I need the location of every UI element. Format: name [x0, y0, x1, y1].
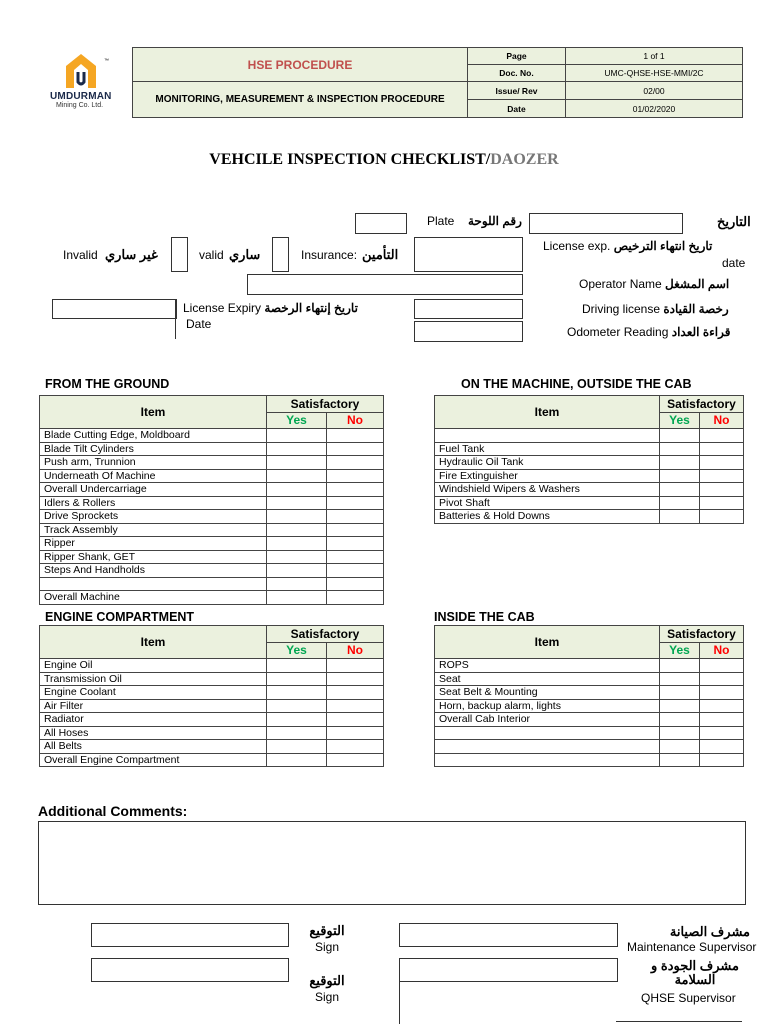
checklist-item-label: Horn, backup alarm, lights [435, 699, 660, 713]
divider [175, 299, 176, 339]
table-row [435, 442, 744, 456]
table-row [40, 699, 384, 713]
checklist-item-label: Track Assembly [40, 523, 267, 537]
satisfactory-column-header: Satisfactory [660, 626, 744, 643]
checklist-item-label: Pivot Shaft [435, 496, 660, 510]
checklist-item-label: Push arm, Trunnion [40, 456, 267, 470]
header-table [132, 47, 743, 118]
checklist-item-label [40, 577, 267, 591]
odometer-label [567, 325, 730, 339]
plate-label-en: Plate [427, 214, 455, 228]
no-check-cell[interactable] [327, 510, 384, 524]
yes-check-cell[interactable] [267, 483, 327, 497]
yes-check-cell[interactable] [267, 726, 327, 740]
no-check-cell[interactable] [327, 456, 384, 470]
valid-label-en: valid [199, 248, 224, 262]
checklist-item-label: Fuel Tank [435, 442, 660, 456]
procedure-title: HSE PROCEDURE [133, 48, 468, 82]
yes-check-cell[interactable] [660, 469, 700, 483]
checklist-item-label: Fire Extinguisher [435, 469, 660, 483]
yes-check-cell[interactable] [267, 753, 327, 767]
yes-column-header: Yes [660, 642, 700, 659]
logo-name: UMDURMAN [50, 91, 112, 102]
title-machine: DAOZER [490, 151, 559, 168]
no-check-cell[interactable] [700, 672, 744, 686]
no-check-cell[interactable] [700, 429, 744, 443]
no-check-cell[interactable] [327, 659, 384, 673]
table-row [40, 591, 384, 605]
table-row [40, 510, 384, 524]
yes-check-cell[interactable] [660, 510, 700, 524]
insurance-label-en: Insurance: [301, 248, 358, 262]
no-check-cell[interactable] [327, 550, 384, 564]
license-exp-ar: تاريخ انتهاء الترخيص [613, 239, 713, 253]
no-check-cell[interactable] [327, 469, 384, 483]
no-column-header: No [700, 412, 744, 429]
maint-signature-field[interactable] [91, 923, 289, 947]
yes-check-cell[interactable] [267, 429, 327, 443]
yes-check-cell[interactable] [267, 469, 327, 483]
table-row [40, 753, 384, 767]
checklist-item-label: Engine Coolant [40, 686, 267, 700]
docno-value: UMC-QHSE-HSE-MMI/2C [566, 65, 743, 82]
yes-check-cell[interactable] [267, 740, 327, 754]
table-row [435, 672, 744, 686]
table-row [40, 456, 384, 470]
no-check-cell[interactable] [327, 483, 384, 497]
satisfactory-column-header: Satisfactory [660, 396, 744, 413]
sign-label-en-2: Sign [314, 990, 340, 1004]
driving-label-ar: رخصة القيادة [663, 302, 729, 316]
license-exp-date-label: date [722, 256, 746, 270]
satisfactory-column-header: Satisfactory [267, 626, 384, 643]
table-row [40, 442, 384, 456]
checklist-item-label [435, 740, 660, 754]
document-title [0, 151, 768, 169]
odometer-label-ar: قراءة العداد [671, 325, 731, 339]
title-main: VEHCILE INSPECTION CHECKLIST/ [209, 151, 491, 168]
checklist-item-label: Engine Oil [40, 659, 267, 673]
no-check-cell[interactable] [700, 726, 744, 740]
no-check-cell[interactable] [700, 483, 744, 497]
cab-checklist-table [434, 625, 744, 767]
table-row [40, 469, 384, 483]
table-row [40, 564, 384, 578]
no-check-cell[interactable] [700, 510, 744, 524]
yes-check-cell[interactable] [660, 686, 700, 700]
yes-check-cell[interactable] [267, 496, 327, 510]
sign-label-ar-2: التوقيع [309, 973, 345, 988]
table-row [40, 713, 384, 727]
yes-check-cell[interactable] [267, 713, 327, 727]
driving-license-field[interactable] [414, 299, 523, 319]
valid-label-ar: ساري [229, 247, 261, 262]
yes-check-cell[interactable] [267, 672, 327, 686]
no-check-cell[interactable] [327, 713, 384, 727]
qhse-signature-field[interactable] [91, 958, 289, 982]
checklist-item-label: Seat [435, 672, 660, 686]
odometer-label-en: Odometer Reading [567, 325, 669, 339]
no-column-header: No [327, 642, 384, 659]
yes-check-cell[interactable] [660, 726, 700, 740]
yes-check-cell[interactable] [660, 753, 700, 767]
table-row [435, 659, 744, 673]
table-row [40, 483, 384, 497]
table-row [435, 713, 744, 727]
checklist-item-label: Blade Cutting Edge, Moldboard [40, 429, 267, 443]
yes-column-header: Yes [267, 642, 327, 659]
odometer-field[interactable] [414, 321, 523, 342]
checklist-item-label: Transmission Oil [40, 672, 267, 686]
yes-check-cell[interactable] [660, 456, 700, 470]
license-expiry-label [183, 301, 358, 315]
checklist-item-label: Overall Undercarriage [40, 483, 267, 497]
table-row [40, 659, 384, 673]
yes-check-cell[interactable] [267, 537, 327, 551]
qhse-supervisor-en: QHSE Supervisor [641, 991, 736, 1005]
no-check-cell[interactable] [327, 740, 384, 754]
no-check-cell[interactable] [327, 496, 384, 510]
no-check-cell[interactable] [700, 753, 744, 767]
yes-check-cell[interactable] [267, 699, 327, 713]
table-row [40, 726, 384, 740]
qhse-name-field[interactable] [399, 958, 618, 982]
table-row [435, 456, 744, 470]
yes-check-cell[interactable] [660, 429, 700, 443]
operator-label-ar: اسم المشغل [665, 277, 730, 291]
yes-check-cell[interactable] [267, 564, 327, 578]
section-title-engine: ENGINE COMPARTMENT [45, 610, 195, 624]
yes-check-cell[interactable] [660, 659, 700, 673]
no-check-cell[interactable] [700, 686, 744, 700]
table-row [435, 429, 744, 443]
checklist-item-label [435, 429, 660, 443]
table-row [40, 537, 384, 551]
table-row [40, 523, 384, 537]
maint-name-field[interactable] [399, 923, 618, 947]
no-check-cell[interactable] [327, 672, 384, 686]
trademark-mark: ™ [104, 58, 109, 64]
table-row [40, 672, 384, 686]
yes-check-cell[interactable] [267, 456, 327, 470]
operator-label-en: Operator Name [579, 277, 662, 291]
license-expiry-field[interactable] [52, 299, 177, 319]
additional-comments-label: Additional Comments: [38, 803, 188, 819]
outside-checklist-table [434, 395, 744, 524]
satisfactory-column-header: Satisfactory [267, 396, 384, 413]
driving-license-label [582, 302, 729, 316]
invalid-label-en: Invalid [63, 248, 98, 262]
page-value: 1 of 1 [566, 48, 743, 65]
no-check-cell[interactable] [327, 591, 384, 605]
item-column-header: Item [40, 626, 267, 659]
yes-column-header: Yes [267, 412, 327, 429]
table-row [40, 740, 384, 754]
checklist-item-label [435, 753, 660, 767]
divider [399, 980, 400, 1024]
operator-name-field[interactable] [247, 274, 523, 295]
divider [616, 1021, 742, 1022]
no-check-cell[interactable] [327, 429, 384, 443]
no-check-cell[interactable] [327, 686, 384, 700]
license-exp-label [543, 239, 712, 253]
no-check-cell[interactable] [700, 659, 744, 673]
no-check-cell[interactable] [327, 699, 384, 713]
no-check-cell[interactable] [700, 469, 744, 483]
checklist-item-label [435, 726, 660, 740]
maint-supervisor-ar: مشرف الصيانة [669, 924, 750, 939]
section-title-outside: ON THE MACHINE, OUTSIDE THE CAB [461, 377, 692, 391]
checklist-item-label: Overall Engine Compartment [40, 753, 267, 767]
invalid-checkbox[interactable] [171, 237, 188, 272]
plate-field[interactable] [355, 213, 407, 234]
no-check-cell[interactable] [700, 496, 744, 510]
table-row [435, 483, 744, 497]
license-exp-field[interactable] [414, 237, 523, 272]
item-column-header: Item [435, 396, 660, 429]
license-expiry-date-label: Date [186, 317, 212, 331]
yes-check-cell[interactable] [267, 659, 327, 673]
checklist-item-label: Overall Machine [40, 591, 267, 605]
table-row [435, 726, 744, 740]
no-check-cell[interactable] [700, 740, 744, 754]
sign-label-en-1: Sign [314, 940, 340, 954]
license-expiry-ar: تاريخ إنتهاء الرخصة [264, 301, 358, 315]
checklist-item-label: Seat Belt & Mounting [435, 686, 660, 700]
checklist-item-label: Underneath Of Machine [40, 469, 267, 483]
checklist-item-label: Windshield Wipers & Washers [435, 483, 660, 497]
no-check-cell[interactable] [327, 442, 384, 456]
no-check-cell[interactable] [327, 726, 384, 740]
table-row [40, 550, 384, 564]
yes-check-cell[interactable] [660, 713, 700, 727]
checklist-item-label: All Hoses [40, 726, 267, 740]
checklist-item-label: Hydraulic Oil Tank [435, 456, 660, 470]
umdurman-logo-icon [62, 52, 100, 90]
checklist-item-label: Ripper Shank, GET [40, 550, 267, 564]
no-check-cell[interactable] [700, 442, 744, 456]
yes-check-cell[interactable] [660, 699, 700, 713]
no-column-header: No [700, 642, 744, 659]
yes-check-cell[interactable] [660, 496, 700, 510]
no-check-cell[interactable] [700, 456, 744, 470]
license-expiry-en: License Expiry [183, 301, 262, 315]
sign-label-ar-1: التوقيع [309, 923, 345, 938]
checklist-item-label: ROPS [435, 659, 660, 673]
checklist-item-label: All Belts [40, 740, 267, 754]
docno-key: Doc. No. [468, 65, 566, 82]
table-row [40, 496, 384, 510]
no-column-header: No [327, 412, 384, 429]
checklist-item-label: Steps And Handholds [40, 564, 267, 578]
invalid-label-ar: غير ساري [105, 247, 158, 262]
yes-check-cell[interactable] [267, 442, 327, 456]
no-check-cell[interactable] [327, 577, 384, 591]
yes-check-cell[interactable] [267, 686, 327, 700]
operator-label [579, 277, 729, 291]
yes-column-header: Yes [660, 412, 700, 429]
ground-checklist-table [39, 395, 384, 605]
issue-key: Issue/ Rev [468, 82, 566, 100]
qhse-supervisor-ar: مشرف الجودة و السلامة [651, 958, 739, 987]
yes-check-cell[interactable] [660, 483, 700, 497]
logo-subtitle: Mining Co. Ltd. [56, 102, 104, 109]
yes-check-cell[interactable] [267, 550, 327, 564]
table-row [435, 686, 744, 700]
no-check-cell[interactable] [700, 699, 744, 713]
no-check-cell[interactable] [327, 523, 384, 537]
checklist-item-label: Idlers & Rollers [40, 496, 267, 510]
yes-check-cell[interactable] [267, 577, 327, 591]
section-title-cab: INSIDE THE CAB [434, 610, 535, 624]
checklist-item-label: Air Filter [40, 699, 267, 713]
insurance-label-ar: التأمين [362, 247, 399, 262]
table-row [40, 577, 384, 591]
checklist-item-label: Blade Tilt Cylinders [40, 442, 267, 456]
yes-check-cell[interactable] [660, 672, 700, 686]
yes-check-cell[interactable] [660, 442, 700, 456]
engine-checklist-table [39, 625, 384, 767]
no-check-cell[interactable] [700, 713, 744, 727]
table-row [435, 753, 744, 767]
page-key: Page [468, 48, 566, 65]
checklist-item-label: Radiator [40, 713, 267, 727]
yes-check-cell[interactable] [267, 591, 327, 605]
procedure-subtitle: MONITORING, MEASUREMENT & INSPECTION PROCEDURE [133, 82, 468, 118]
plate-label-ar: رقم اللوحة [468, 214, 522, 228]
additional-comments-field[interactable] [38, 821, 746, 905]
date-key: Date [468, 100, 566, 118]
yes-check-cell[interactable] [660, 740, 700, 754]
license-exp-en: License exp. [543, 239, 614, 253]
checklist-item-label: Ripper [40, 537, 267, 551]
table-row [435, 469, 744, 483]
table-row [40, 686, 384, 700]
table-row [435, 496, 744, 510]
yes-check-cell[interactable] [267, 510, 327, 524]
table-row [40, 429, 384, 443]
table-row [435, 510, 744, 524]
yes-check-cell[interactable] [267, 523, 327, 537]
no-check-cell[interactable] [327, 537, 384, 551]
issue-value: 02/00 [566, 82, 743, 100]
date-value: 01/02/2020 [566, 100, 743, 118]
maint-supervisor-en: Maintenance Supervisor [627, 940, 757, 954]
date-field[interactable] [529, 213, 683, 234]
valid-checkbox[interactable] [272, 237, 289, 272]
item-column-header: Item [435, 626, 660, 659]
date-label-ar: التاريخ [717, 214, 751, 229]
table-row [435, 740, 744, 754]
no-check-cell[interactable] [327, 753, 384, 767]
checklist-item-label: Drive Sprockets [40, 510, 267, 524]
item-column-header: Item [40, 396, 267, 429]
checklist-item-label: Batteries & Hold Downs [435, 510, 660, 524]
table-row [435, 699, 744, 713]
no-check-cell[interactable] [327, 564, 384, 578]
checklist-item-label: Overall Cab Interior [435, 713, 660, 727]
section-title-ground: FROM THE GROUND [45, 377, 170, 391]
driving-label-en: Driving license [582, 302, 661, 316]
